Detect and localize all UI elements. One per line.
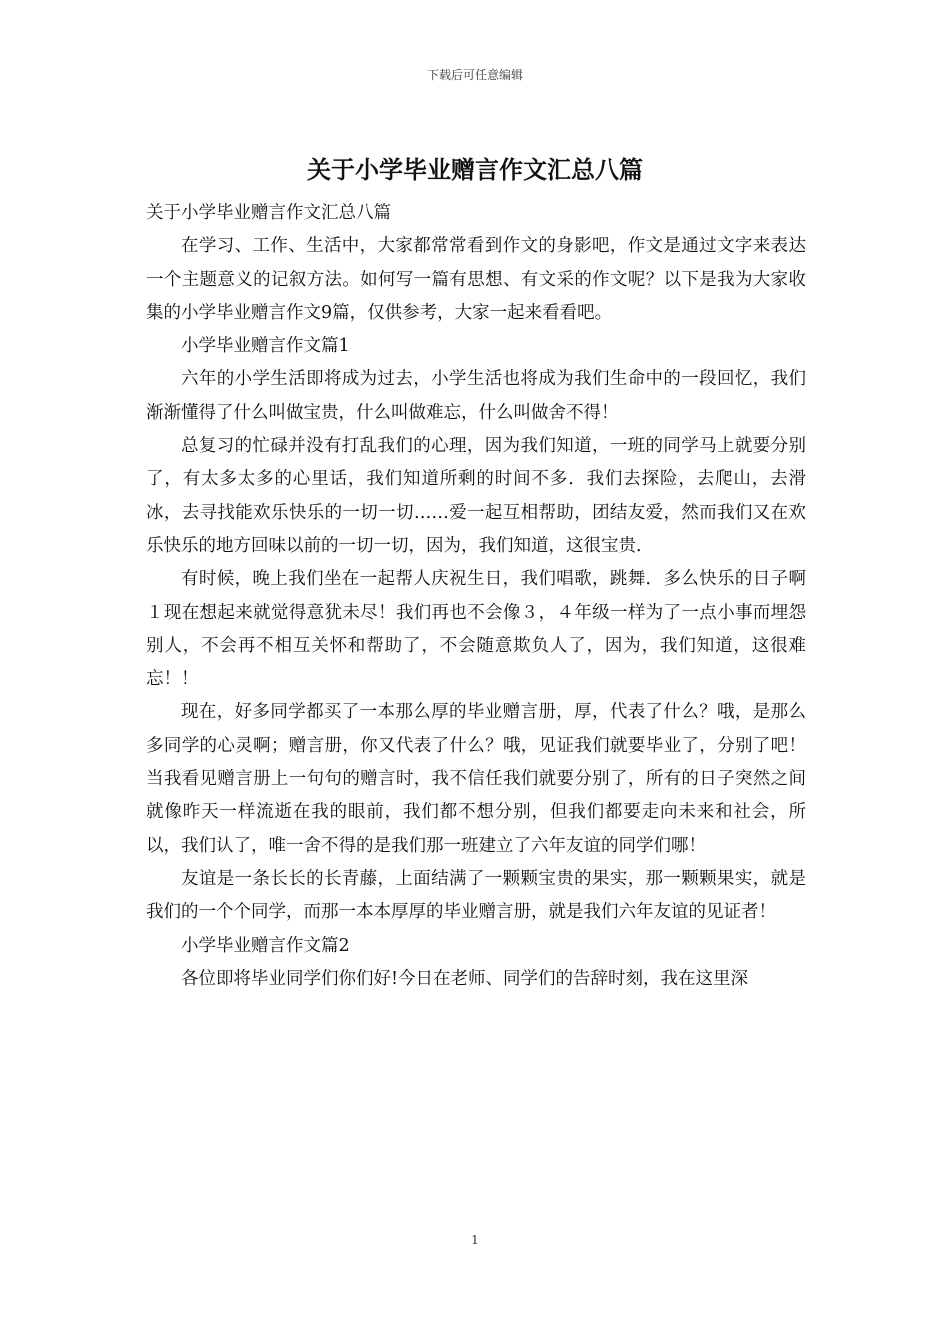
body-paragraph: 总复习的忙碌并没有打乱我们的心理，因为我们知道，一班的同学马上就要分别了，有太多太多的心里话，我们知道所剩的时间不多．我们去探险，去爬山，去滑冰，去寻找能欢乐快乐的一切一切……爱一起互相帮助，团结友爱，然而我们又在欢乐快乐的地方回味以前的一切一切，因为，我们知道，这很宝贵． (146, 436, 806, 556)
body-paragraph: 有时候，晚上我们坐在一起帮人庆祝生日，我们唱歌，跳舞．多么快乐的日子啊１现在想起来就觉得意犹未尽！我们再也不会像３，４年级一样为了一点小事而埋怨别人，不会再不相互关怀和帮助了，不会随意欺负人了，因为，我们知道，这很难忘！！ (146, 569, 806, 690)
body-paragraph: 现在，好多同学都买了一本那么厚的毕业赠言册，厚，代表了什么？哦，是那么多同学的心灵啊；赠言册，你又代表了什么？哦，见证我们就要毕业了，分别了吧！当我看见赠言册上一句句的赠言时，我不信任我们就要分别了，所有的日子突然之间就像昨天一样流逝在我的眼前，我们都不想分别，但我们都要走向未来和社会，所以，我们认了，唯一舍不得的是我们那一班建立了六年友谊的同学们哪！ (146, 702, 806, 856)
body-paragraph: 各位即将毕业同学们你们好!今日在老师、同学们的告辞时刻，我在这里深 (181, 968, 749, 989)
body-paragraph: 六年的小学生活即将成为过去，小学生活也将成为我们生命中的一段回忆，我们渐渐懂得了什么叫做宝贵，什么叫做难忘，什么叫做舍不得！ (146, 369, 806, 423)
section-heading-2: 小学毕业赠言作文篇2 (181, 935, 350, 956)
subtitle-paragraph: 关于小学毕业赠言作文汇总八篇 (146, 203, 391, 223)
body-paragraph: 友谊是一条长长的长青藤，上面结满了一颗颗宝贵的果实，那一颗颗果实，就是我们的一个个同学，而那一本本厚厚的毕业赠言册，就是我们六年友谊的见证者！ (146, 868, 806, 923)
document-body (146, 197, 806, 996)
header-note: 下载后可任意编辑 (426, 68, 523, 82)
section-heading-1: 小学毕业赠言作文篇1 (181, 336, 350, 357)
page-number: 1 (471, 1233, 479, 1247)
intro-paragraph: 在学习、工作、生活中，大家都常常看到作文的身影吧，作文是通过文字来表达一个主题意义的记叙方法。如何写一篇有思想、有文采的作文呢？以下是我为大家收集的小学毕业赠言作文9篇，仅供参考，大家一起来看看吧。 (146, 236, 806, 323)
document-title: 关于小学毕业赠言作文汇总八篇 (307, 155, 643, 184)
